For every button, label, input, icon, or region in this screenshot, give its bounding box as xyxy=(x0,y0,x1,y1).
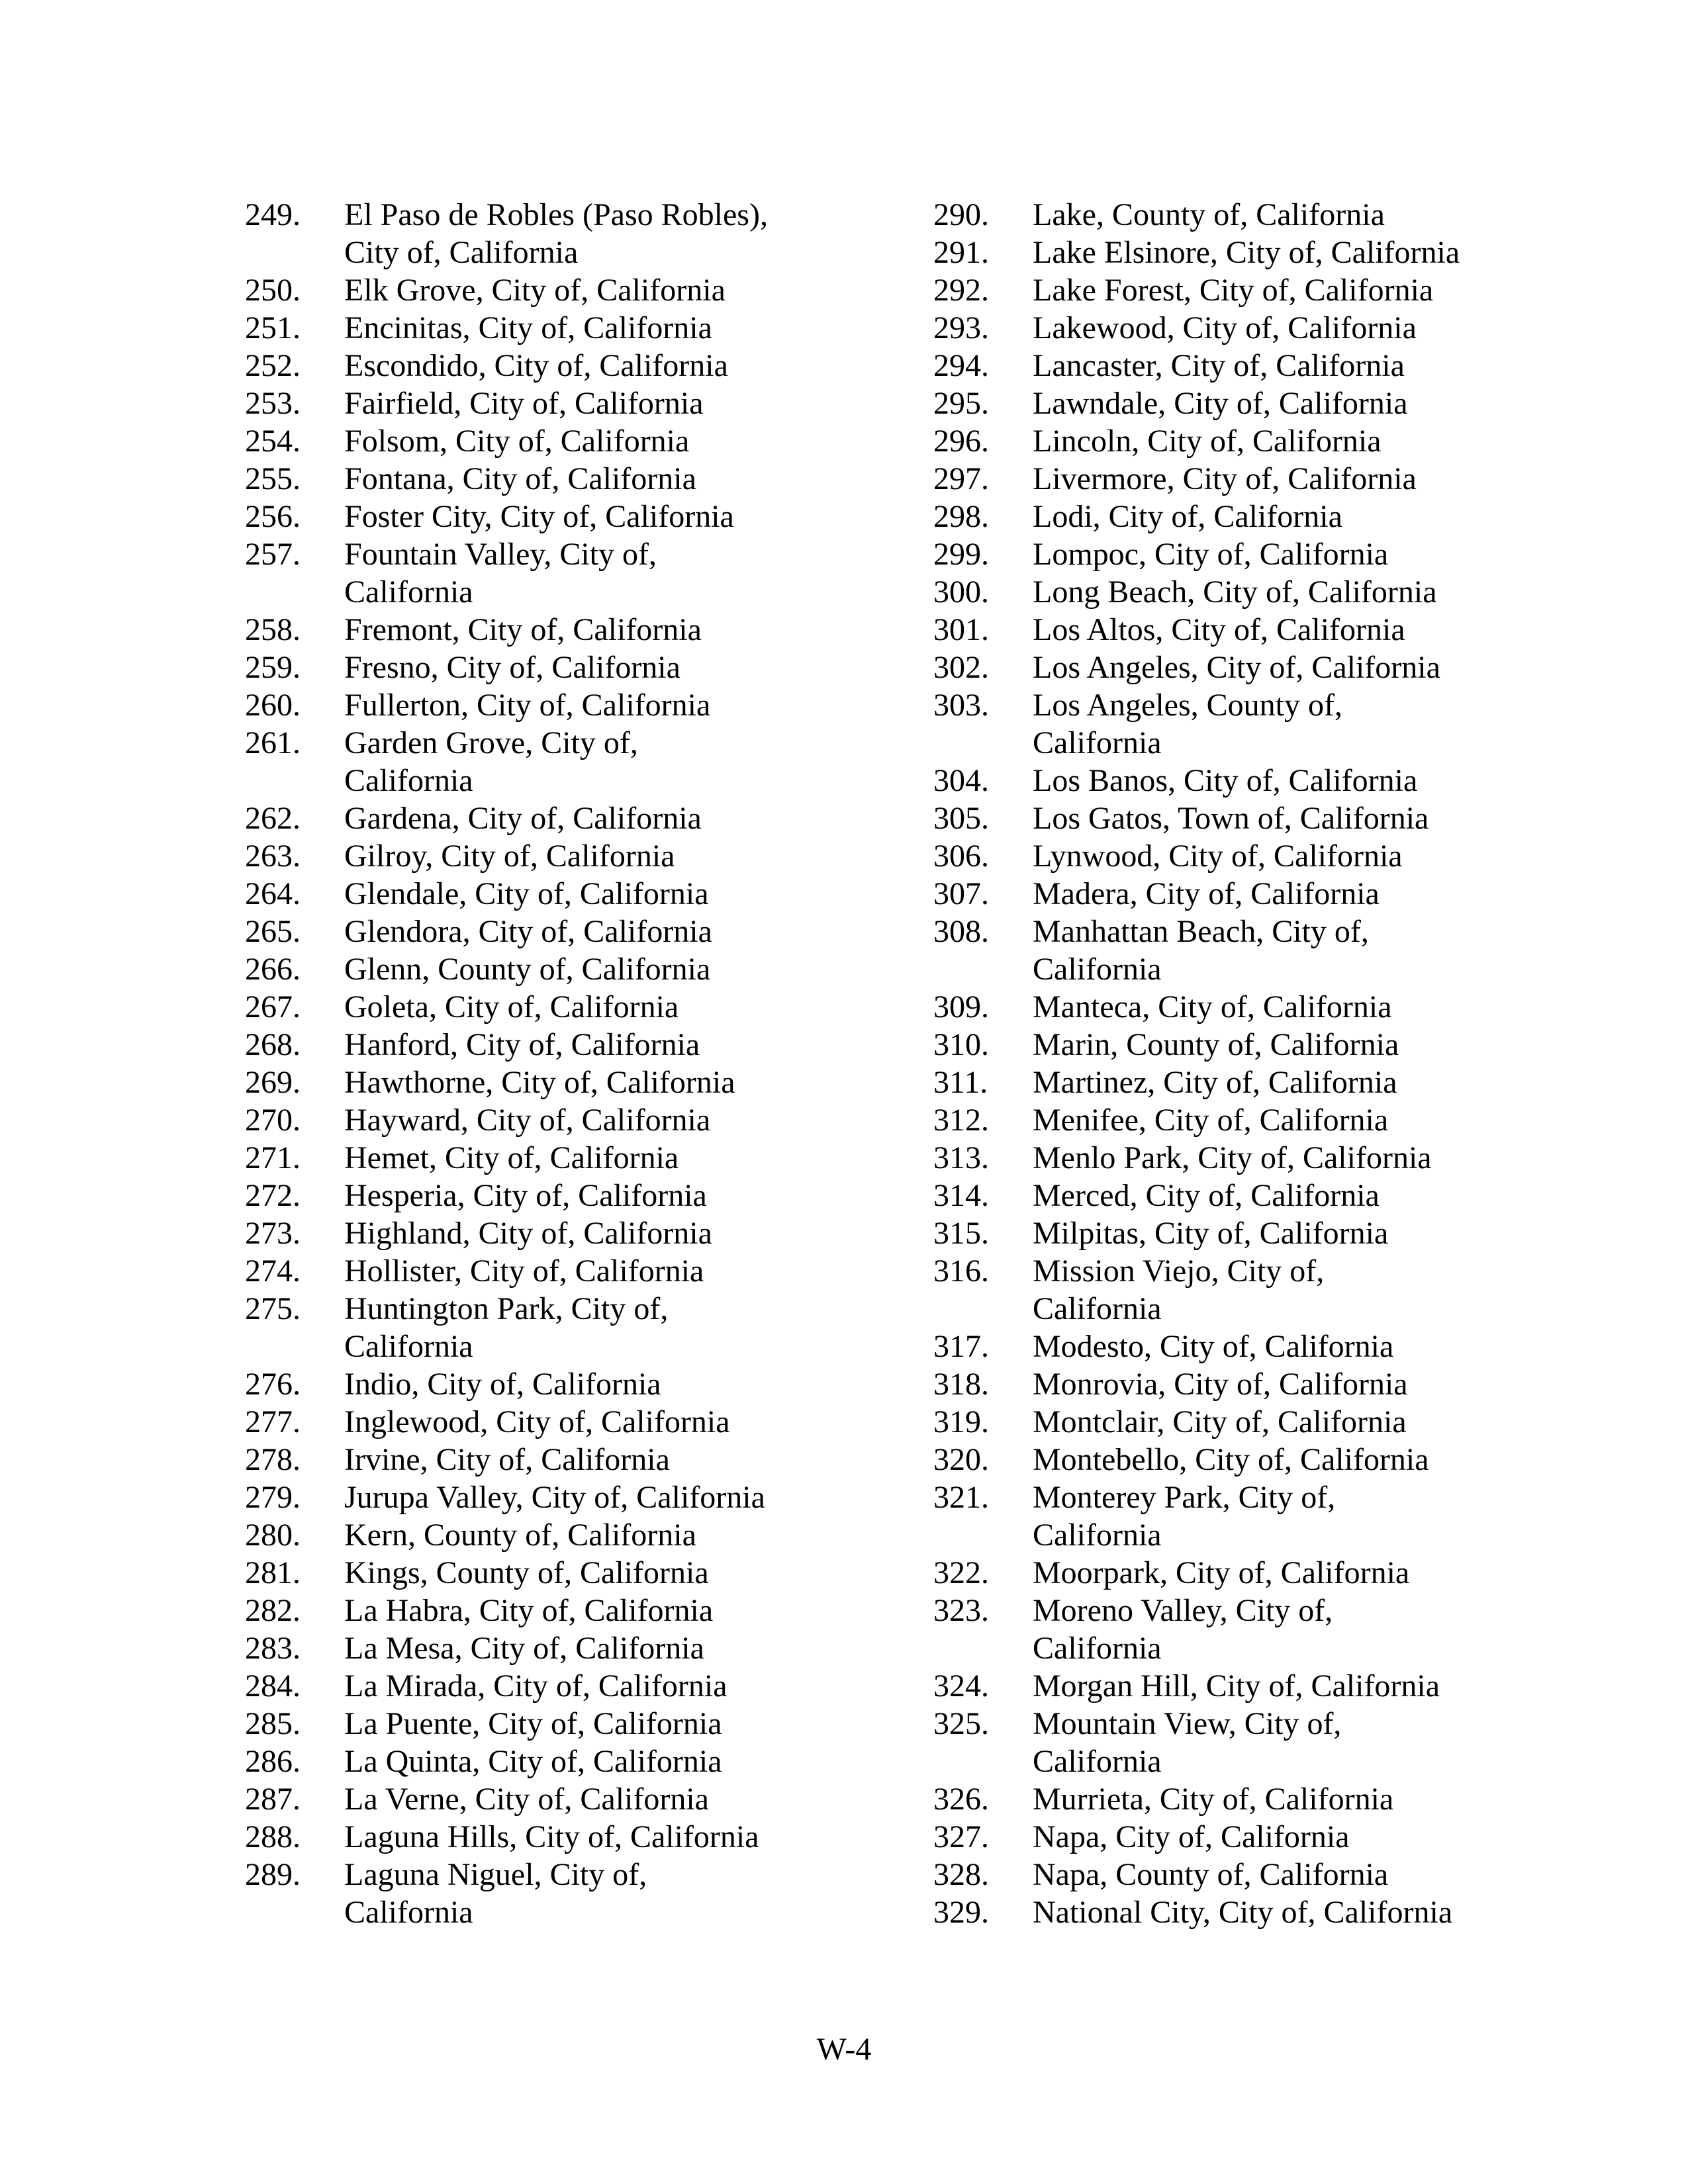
list-item-text: Hayward, City of, California xyxy=(344,1103,711,1138)
list-item-number: 270. xyxy=(245,1103,301,1138)
list-item-number: 274. xyxy=(245,1253,301,1289)
list-item xyxy=(933,460,1675,498)
list-item-text: La Verne, City of, California xyxy=(344,1782,709,1817)
list-item-number: 313. xyxy=(933,1140,989,1175)
list-item-text: Menifee, City of, California xyxy=(1033,1103,1389,1138)
list-item-text: Lakewood, City of, California xyxy=(1033,310,1417,345)
list-item-text: Escondido, City of, California xyxy=(344,348,728,383)
list-item-number: 327. xyxy=(933,1819,989,1854)
list-item xyxy=(245,1780,920,1818)
list-item xyxy=(245,1214,920,1252)
list-item-text: Milpitas, City of, California xyxy=(1033,1216,1389,1251)
list-item xyxy=(245,988,920,1026)
right-column xyxy=(933,196,1675,1931)
list-item xyxy=(933,271,1675,309)
list-item-number: 285. xyxy=(245,1706,301,1741)
list-item-text: Hemet, City of, California xyxy=(344,1140,679,1175)
list-item xyxy=(245,271,920,309)
list-item xyxy=(245,1365,920,1403)
list-item xyxy=(245,1592,920,1629)
list-item-text: Moorpark, City of, California xyxy=(1033,1555,1410,1590)
list-item-number: 304. xyxy=(933,763,989,798)
list-item-number: 284. xyxy=(245,1668,301,1704)
list-item-number: 312. xyxy=(933,1103,989,1138)
list-item-text: Hollister, City of, California xyxy=(344,1253,704,1289)
list-item-text: Indio, City of, California xyxy=(344,1367,661,1402)
list-item-number: 254. xyxy=(245,424,301,459)
list-item-number: 314. xyxy=(933,1178,989,1213)
list-item-text: Goleta, City of, California xyxy=(344,989,679,1024)
list-item-number: 303. xyxy=(933,688,989,723)
list-item xyxy=(933,535,1675,573)
list-item-number: 287. xyxy=(245,1782,301,1817)
list-item-text: Laguna Hills, City of, California xyxy=(344,1819,759,1854)
list-item-number: 302. xyxy=(933,650,989,685)
list-item-number: 308. xyxy=(933,914,989,949)
list-item-text: Mission Viejo, City of, California xyxy=(1033,1253,1325,1326)
list-item xyxy=(933,1705,1675,1780)
list-item xyxy=(245,460,920,498)
list-item-number: 263. xyxy=(245,839,301,874)
list-item-text: Lake Forest, City of, California xyxy=(1033,273,1434,308)
list-item-number: 260. xyxy=(245,688,301,723)
list-item-text: Glendora, City of, California xyxy=(344,914,712,949)
list-item-text: Lake Elsinore, City of, California xyxy=(1033,235,1460,270)
list-item-text: Long Beach, City of, California xyxy=(1033,574,1437,610)
list-item-number: 265. xyxy=(245,914,301,949)
page-number: W-4 xyxy=(816,2032,872,2067)
list-item-number: 295. xyxy=(933,386,989,421)
list-item-text: Folsom, City of, California xyxy=(344,424,690,459)
list-item-number: 277. xyxy=(245,1404,301,1439)
list-item-number: 268. xyxy=(245,1027,301,1062)
list-item-text: Fountain Valley, City of, California xyxy=(344,537,657,610)
list-item xyxy=(933,1441,1675,1479)
list-item xyxy=(245,1101,920,1139)
list-item xyxy=(933,837,1675,875)
list-item xyxy=(245,1743,920,1780)
list-item-number: 291. xyxy=(933,235,989,270)
list-item-text: Elk Grove, City of, California xyxy=(344,273,726,308)
list-item xyxy=(245,1403,920,1441)
list-item xyxy=(933,1139,1675,1177)
list-item xyxy=(933,422,1675,460)
list-item-number: 251. xyxy=(245,310,301,345)
list-item-number: 264. xyxy=(245,876,301,911)
list-item-text: Monterey Park, City of, California xyxy=(1033,1480,1336,1553)
list-item xyxy=(245,1479,920,1516)
list-item xyxy=(933,1667,1675,1705)
list-item-number: 252. xyxy=(245,348,301,383)
list-item-text: Fresno, City of, California xyxy=(344,650,680,685)
list-item xyxy=(245,196,920,271)
list-item xyxy=(245,1516,920,1554)
list-item-text: Lincoln, City of, California xyxy=(1033,424,1382,459)
list-item-number: 259. xyxy=(245,650,301,685)
list-item-number: 271. xyxy=(245,1140,301,1175)
list-item-text: El Paso de Robles (Paso Robles), City of, California xyxy=(344,197,768,270)
list-item-number: 298. xyxy=(933,499,989,534)
list-item xyxy=(933,1856,1675,1893)
list-item-number: 256. xyxy=(245,499,301,534)
list-item-text: Gilroy, City of, California xyxy=(344,839,675,874)
list-item-text: Glendale, City of, California xyxy=(344,876,709,911)
list-item xyxy=(933,1252,1675,1328)
list-item-number: 281. xyxy=(245,1555,301,1590)
list-item-text: Montclair, City of, California xyxy=(1033,1404,1407,1439)
list-item-text: Martinez, City of, California xyxy=(1033,1065,1397,1100)
list-item-number: 311. xyxy=(933,1065,988,1100)
list-item-number: 257. xyxy=(245,537,301,572)
list-item-number: 266. xyxy=(245,952,301,987)
list-item-text: La Mesa, City of, California xyxy=(344,1631,704,1666)
list-item xyxy=(245,649,920,686)
list-item-text: Highland, City of, California xyxy=(344,1216,712,1251)
list-item xyxy=(245,535,920,611)
list-item xyxy=(245,686,920,724)
list-item-number: 325. xyxy=(933,1706,989,1741)
list-item xyxy=(245,309,920,347)
list-item-text: Monrovia, City of, California xyxy=(1033,1367,1408,1402)
list-item xyxy=(933,1893,1675,1931)
list-item-text: Hanford, City of, California xyxy=(344,1027,700,1062)
list-item-text: Irvine, City of, California xyxy=(344,1442,670,1477)
list-item-number: 276. xyxy=(245,1367,301,1402)
list-item-text: La Quinta, City of, California xyxy=(344,1744,722,1779)
list-item-number: 320. xyxy=(933,1442,989,1477)
list-item-text: Gardena, City of, California xyxy=(344,801,702,836)
list-item-text: Foster City, City of, California xyxy=(344,499,734,534)
list-item-text: La Puente, City of, California xyxy=(344,1706,722,1741)
list-item-text: La Mirada, City of, California xyxy=(344,1668,727,1704)
list-item xyxy=(933,1328,1675,1365)
list-item xyxy=(245,1818,920,1856)
list-item-text: Madera, City of, California xyxy=(1033,876,1380,911)
list-item xyxy=(933,385,1675,422)
list-item xyxy=(933,1780,1675,1818)
list-item-number: 326. xyxy=(933,1782,989,1817)
list-item-text: Modesto, City of, California xyxy=(1033,1329,1394,1364)
list-item-number: 321. xyxy=(933,1480,989,1515)
list-item-text: Lawndale, City of, California xyxy=(1033,386,1408,421)
list-item-number: 318. xyxy=(933,1367,989,1402)
list-item-number: 249. xyxy=(245,197,301,232)
list-item xyxy=(245,837,920,875)
list-item-text: Moreno Valley, City of, California xyxy=(1033,1593,1333,1666)
list-item-text: Laguna Niguel, City of, California xyxy=(344,1857,647,1930)
list-item xyxy=(933,875,1675,913)
list-item-number: 253. xyxy=(245,386,301,421)
list-item-number: 273. xyxy=(245,1216,301,1251)
list-item-text: Jurupa Valley, City of, California xyxy=(344,1480,765,1515)
list-item-number: 290. xyxy=(933,197,989,232)
list-item xyxy=(245,1629,920,1667)
list-item-number: 328. xyxy=(933,1857,989,1892)
list-item-text: Murrieta, City of, California xyxy=(1033,1782,1394,1817)
list-item-number: 309. xyxy=(933,989,989,1024)
list-item xyxy=(245,1554,920,1592)
list-item-text: Montebello, City of, California xyxy=(1033,1442,1429,1477)
list-item-text: Lancaster, City of, California xyxy=(1033,348,1405,383)
list-item xyxy=(933,1214,1675,1252)
list-item xyxy=(933,1592,1675,1667)
list-item-text: Morgan Hill, City of, California xyxy=(1033,1668,1440,1704)
list-item xyxy=(933,1403,1675,1441)
list-item-number: 255. xyxy=(245,461,301,496)
list-item xyxy=(933,196,1675,234)
list-item-number: 317. xyxy=(933,1329,989,1364)
list-item-text: Lake, County of, California xyxy=(1033,197,1385,232)
list-item xyxy=(245,385,920,422)
list-item xyxy=(933,762,1675,799)
list-item-number: 269. xyxy=(245,1065,301,1100)
list-item xyxy=(933,498,1675,535)
list-item xyxy=(933,347,1675,385)
list-item-number: 278. xyxy=(245,1442,301,1477)
list-item xyxy=(245,1441,920,1479)
list-item-text: Glenn, County of, California xyxy=(344,952,711,987)
list-item xyxy=(245,498,920,535)
list-item xyxy=(933,1101,1675,1139)
list-item xyxy=(245,1177,920,1214)
list-item xyxy=(933,913,1675,988)
list-item xyxy=(245,875,920,913)
list-item-number: 283. xyxy=(245,1631,301,1666)
list-item xyxy=(933,573,1675,611)
list-item-number: 280. xyxy=(245,1518,301,1553)
list-item xyxy=(933,1554,1675,1592)
list-item xyxy=(933,686,1675,762)
list-item-text: Lodi, City of, California xyxy=(1033,499,1342,534)
list-item-number: 262. xyxy=(245,801,301,836)
list-item-number: 275. xyxy=(245,1291,301,1326)
list-item-number: 310. xyxy=(933,1027,989,1062)
list-item-text: Merced, City of, California xyxy=(1033,1178,1380,1213)
list-item xyxy=(245,1667,920,1705)
list-item-text: Los Angeles, County of, California xyxy=(1033,688,1342,760)
list-item-number: 279. xyxy=(245,1480,301,1515)
list-item xyxy=(933,309,1675,347)
list-item xyxy=(245,1139,920,1177)
list-item xyxy=(933,649,1675,686)
list-item xyxy=(245,422,920,460)
list-item-number: 299. xyxy=(933,537,989,572)
list-item-text: Fairfield, City of, California xyxy=(344,386,704,421)
list-item-text: Napa, County of, California xyxy=(1033,1857,1389,1892)
list-item-text: Marin, County of, California xyxy=(1033,1027,1399,1062)
list-item-text: Napa, City of, California xyxy=(1033,1819,1350,1854)
list-item-text: Manhattan Beach, City of, California xyxy=(1033,914,1369,987)
list-item-number: 305. xyxy=(933,801,989,836)
list-item-text: La Habra, City of, California xyxy=(344,1593,714,1628)
list-item-number: 293. xyxy=(933,310,989,345)
left-column xyxy=(245,196,920,1931)
list-item-number: 307. xyxy=(933,876,989,911)
list-item-number: 300. xyxy=(933,574,989,610)
list-item xyxy=(933,1026,1675,1064)
list-item-text: Garden Grove, City of, California xyxy=(344,725,638,798)
list-item xyxy=(245,611,920,649)
list-item-text: Encinitas, City of, California xyxy=(344,310,712,345)
list-item-number: 319. xyxy=(933,1404,989,1439)
list-item-number: 294. xyxy=(933,348,989,383)
list-item-text: National City, City of, California xyxy=(1033,1895,1453,1930)
list-item xyxy=(245,347,920,385)
list-item xyxy=(933,988,1675,1026)
list-item xyxy=(933,1479,1675,1554)
list-item-number: 306. xyxy=(933,839,989,874)
list-item-number: 250. xyxy=(245,273,301,308)
list-item-text: Fullerton, City of, California xyxy=(344,688,711,723)
list-item-number: 323. xyxy=(933,1593,989,1628)
list-item-text: Manteca, City of, California xyxy=(1033,989,1392,1024)
list-item-number: 315. xyxy=(933,1216,989,1251)
list-item-text: Los Banos, City of, California xyxy=(1033,763,1418,798)
list-item-text: Huntington Park, City of, California xyxy=(344,1291,669,1364)
list-item-number: 282. xyxy=(245,1593,301,1628)
list-item xyxy=(245,799,920,837)
list-item-number: 286. xyxy=(245,1744,301,1779)
list-item xyxy=(933,1818,1675,1856)
list-item-text: Lynwood, City of, California xyxy=(1033,839,1403,874)
list-item-text: Fontana, City of, California xyxy=(344,461,696,496)
list-item-number: 301. xyxy=(933,612,989,647)
list-item xyxy=(933,234,1675,271)
list-item-text: Fremont, City of, California xyxy=(344,612,702,647)
list-item xyxy=(933,1064,1675,1101)
list-item-text: Los Angeles, City of, California xyxy=(1033,650,1440,685)
list-item xyxy=(245,1252,920,1290)
list-item xyxy=(245,1290,920,1365)
list-item-number: 322. xyxy=(933,1555,989,1590)
list-item xyxy=(245,1026,920,1064)
list-item xyxy=(245,950,920,988)
list-item-number: 297. xyxy=(933,461,989,496)
list-item-number: 261. xyxy=(245,725,301,760)
list-item-number: 272. xyxy=(245,1178,301,1213)
list-item xyxy=(245,1856,920,1931)
list-item xyxy=(245,1705,920,1743)
list-item-number: 292. xyxy=(933,273,989,308)
list-item-text: Livermore, City of, California xyxy=(1033,461,1417,496)
list-item-text: Hesperia, City of, California xyxy=(344,1178,707,1213)
list-item-number: 329. xyxy=(933,1895,989,1930)
list-item-text: Mountain View, City of, California xyxy=(1033,1706,1342,1779)
list-item xyxy=(245,724,920,799)
list-item-text: Kern, County of, California xyxy=(344,1518,696,1553)
list-item xyxy=(245,913,920,950)
list-item xyxy=(933,611,1675,649)
list-item-number: 316. xyxy=(933,1253,989,1289)
list-item-text: Hawthorne, City of, California xyxy=(344,1065,735,1100)
list-item-text: Los Gatos, Town of, California xyxy=(1033,801,1429,836)
list-item-number: 288. xyxy=(245,1819,301,1854)
list-item-text: Los Altos, City of, California xyxy=(1033,612,1405,647)
list-item-text: Menlo Park, City of, California xyxy=(1033,1140,1432,1175)
list-item-number: 289. xyxy=(245,1857,301,1892)
list-item-number: 324. xyxy=(933,1668,989,1704)
list-item-number: 296. xyxy=(933,424,989,459)
list-item-number: 258. xyxy=(245,612,301,647)
list-item-text: Kings, County of, California xyxy=(344,1555,709,1590)
list-item-text: Inglewood, City of, California xyxy=(344,1404,730,1439)
list-item xyxy=(933,1365,1675,1403)
list-item-number: 267. xyxy=(245,989,301,1024)
list-item xyxy=(933,799,1675,837)
list-item xyxy=(245,1064,920,1101)
list-item-text: Lompoc, City of, California xyxy=(1033,537,1389,572)
list-item xyxy=(933,1177,1675,1214)
